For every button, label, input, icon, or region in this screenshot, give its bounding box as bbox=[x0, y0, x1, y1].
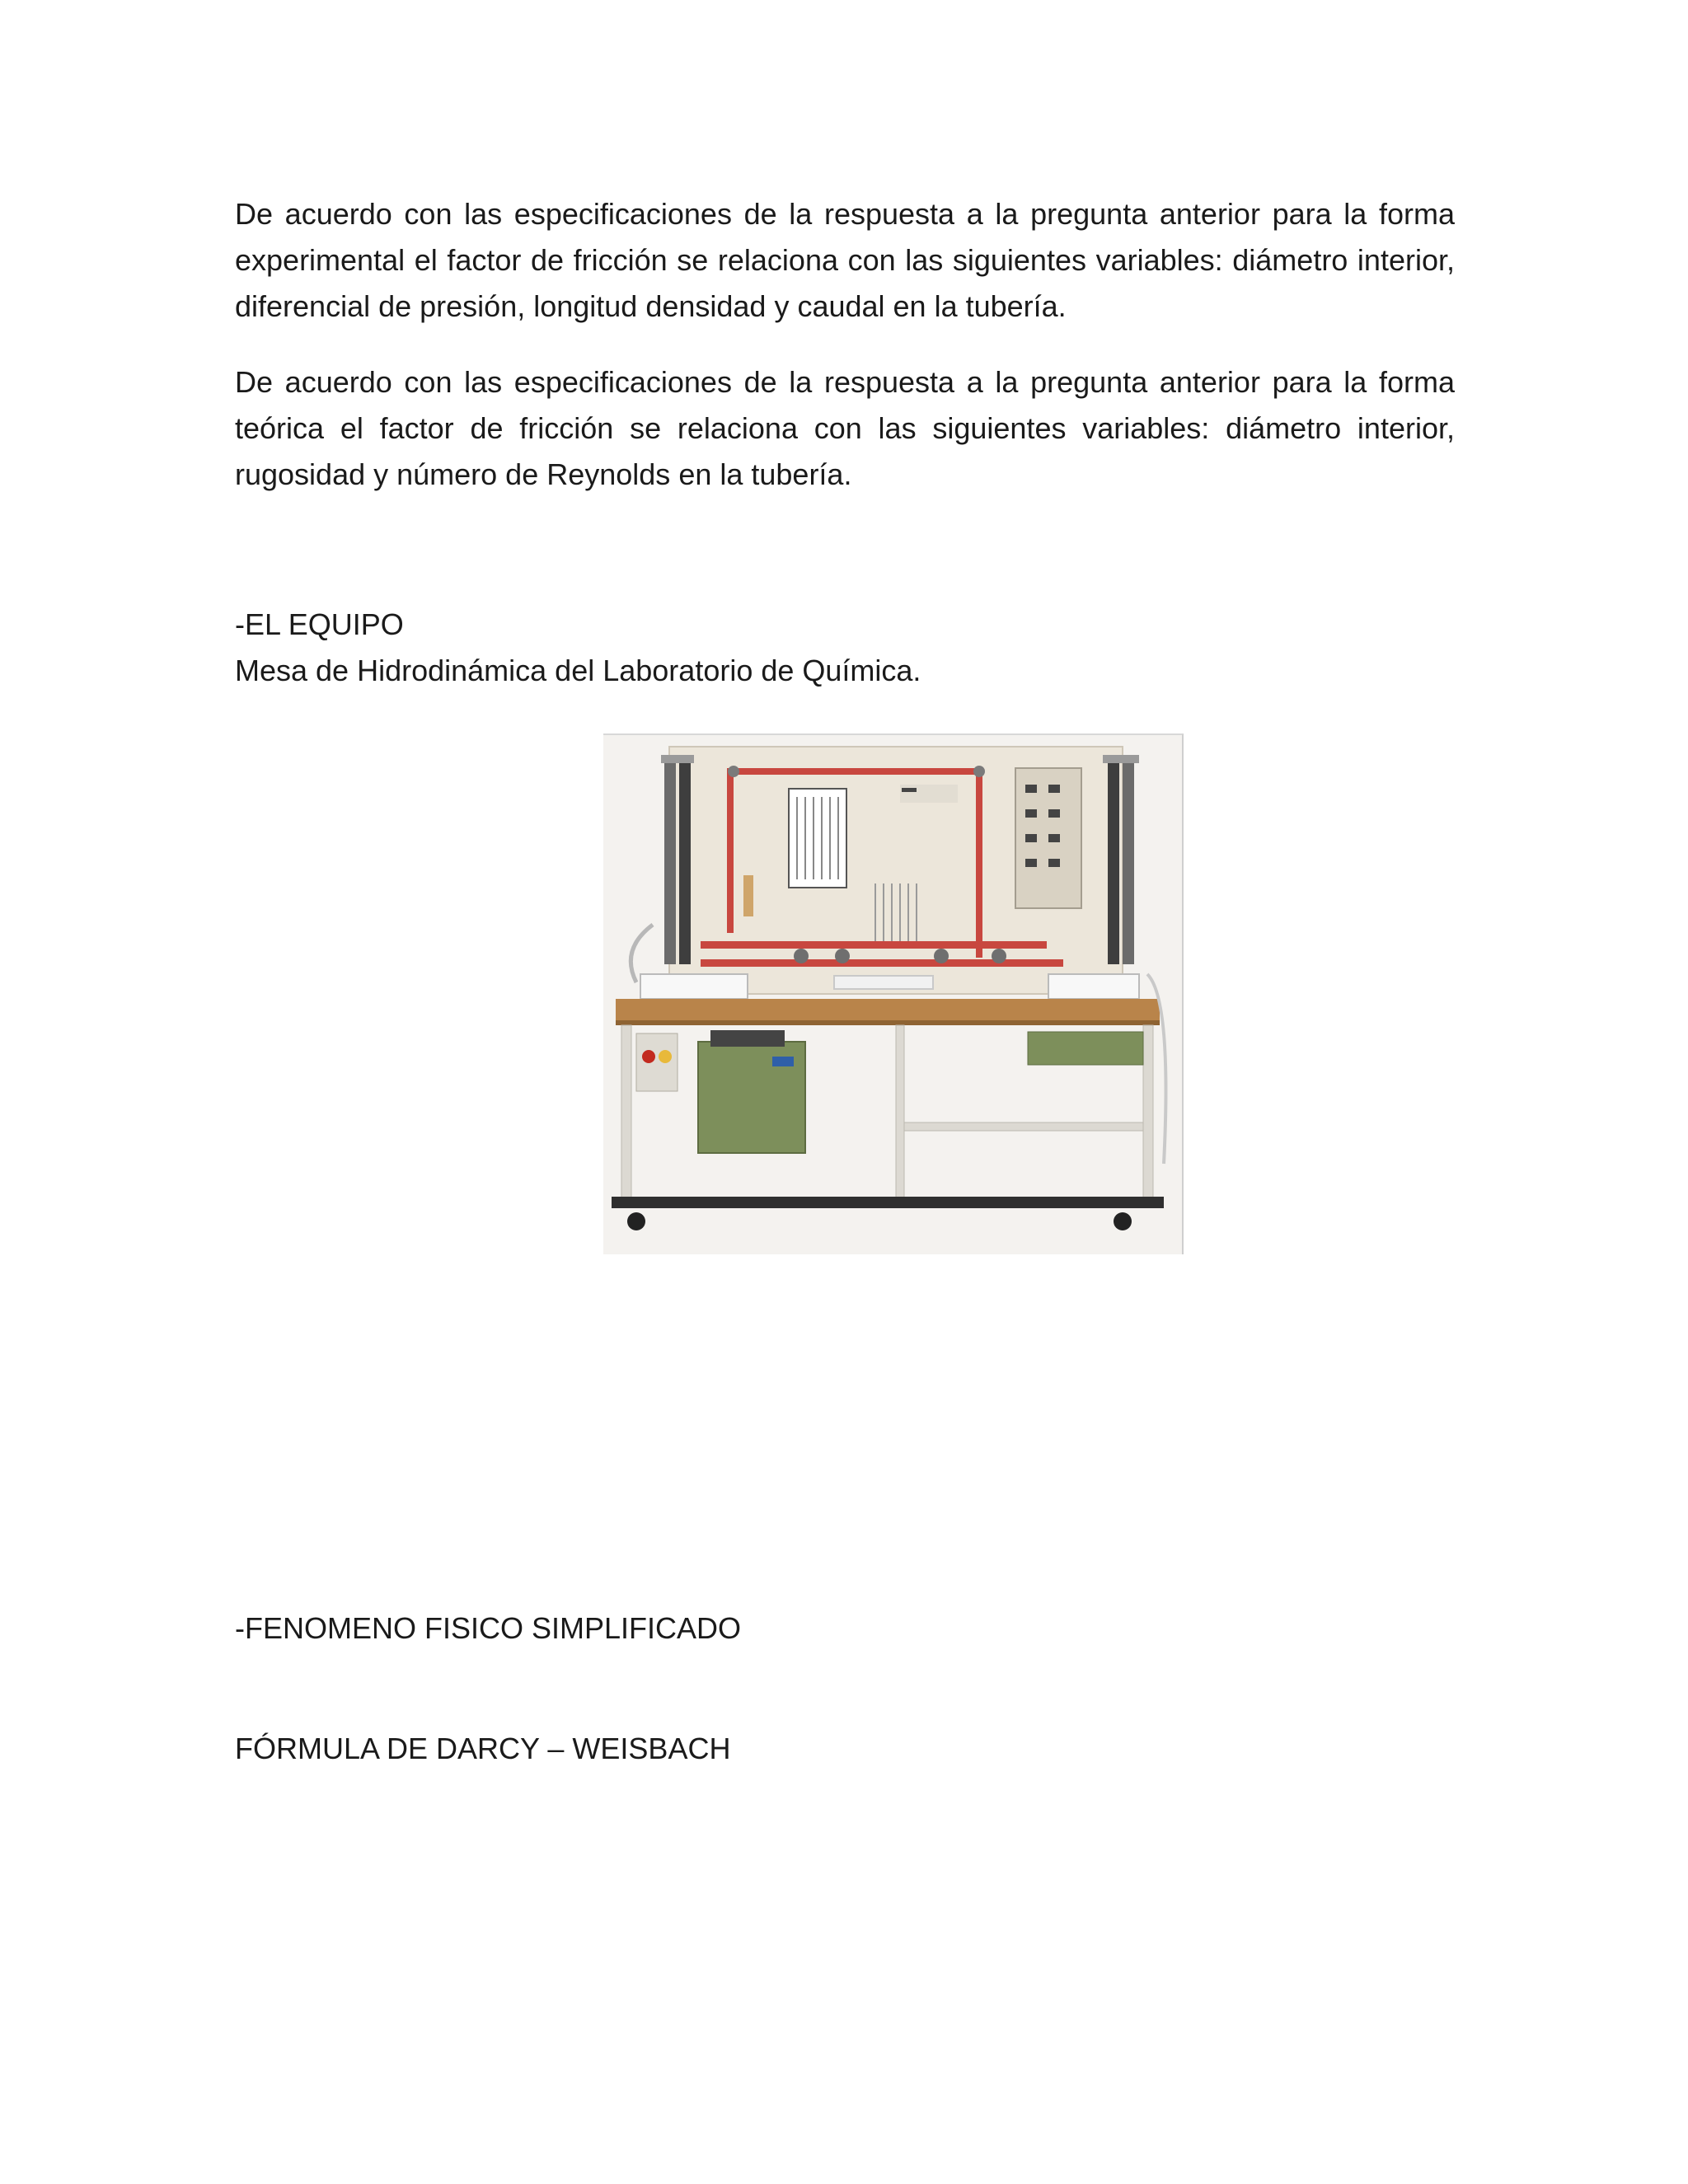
formula-title: FÓRMULA DE DARCY – WEISBACH bbox=[235, 1732, 731, 1765]
equipo-description: Mesa de Hidrodinámica del Laboratorio de Química. bbox=[235, 654, 921, 687]
section-heading-equipo: -EL EQUIPO bbox=[235, 607, 404, 641]
hydrodynamics-bench-photo bbox=[603, 733, 1184, 1254]
section-heading-fenomeno: -FENOMENO FISICO SIMPLIFICADO bbox=[235, 1611, 742, 1645]
paragraph-experimental: De acuerdo con las especificaciones de la respuesta a la pregunta anterior para la forma experimental el factor de fricción se relaciona con las siguientes variables: diámetro interior, diferencial de presión, longitud densidad y caudal en la tubería. bbox=[235, 197, 1455, 323]
paragraph-teorica: De acuerdo con las especificaciones de la respuesta a la pregunta anterior para la forma teórica el factor de fricción se relaciona con las siguientes variables: diámetro interior, rugosidad y número de Reynolds en la tubería. bbox=[235, 365, 1455, 491]
